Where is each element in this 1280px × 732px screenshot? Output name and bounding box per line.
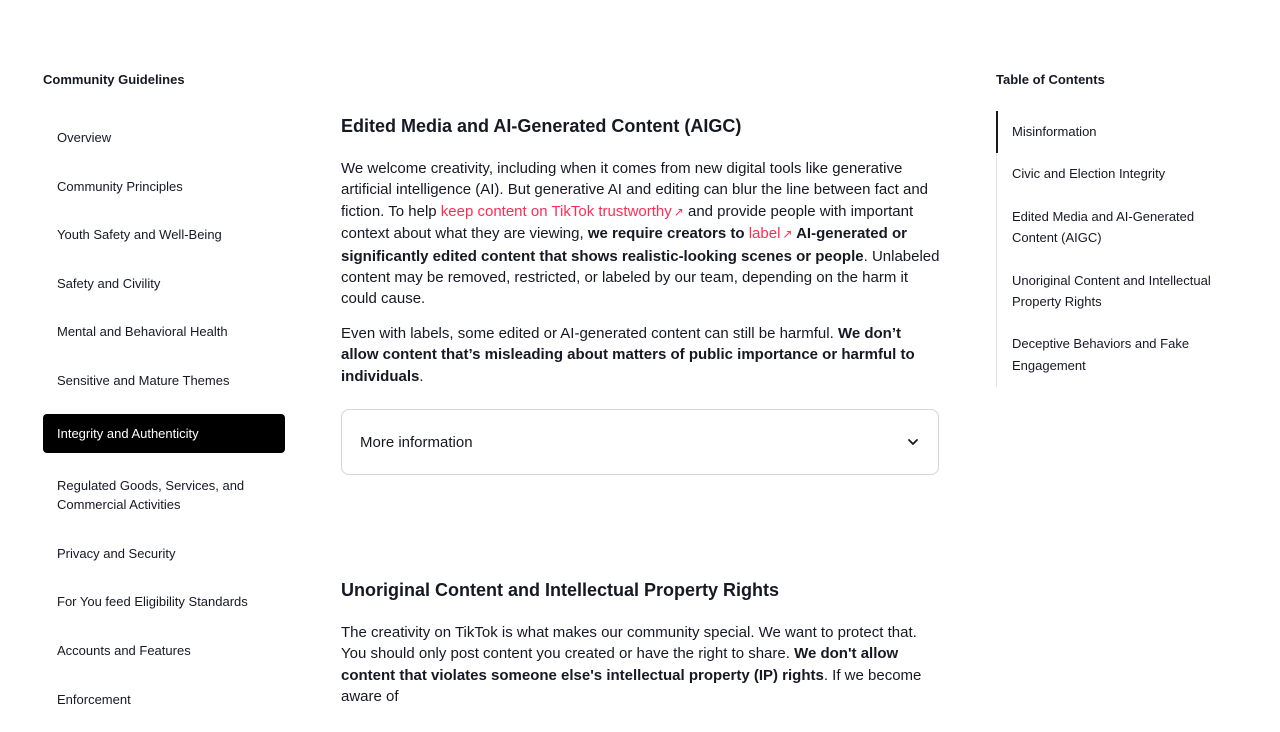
label-link[interactable] xyxy=(749,225,793,242)
sidebar-item-integrity-authenticity[interactable]: Integrity and Authenticity xyxy=(43,414,285,453)
sidebar xyxy=(43,72,285,732)
sidebar-item-fyf-eligibility[interactable]: For You feed Eligibility Standards xyxy=(57,594,248,610)
link-text: keep content on TikTok trustworthy xyxy=(440,202,672,220)
toc-item-edited-media-aigc[interactable]: Edited Media and AI-Generated Content (AIGC) xyxy=(1012,208,1195,246)
unoriginal-paragraph-1 xyxy=(341,622,941,708)
bold-text: AI-generated or significantly edited content that shows realistic-looking scenes or people xyxy=(341,225,907,265)
aigc-paragraph-2 xyxy=(341,323,941,387)
toc-item-misinformation[interactable]: Misinformation xyxy=(997,111,1236,153)
sidebar-item-overview[interactable]: Overview xyxy=(57,130,112,145)
table-of-contents xyxy=(996,72,1236,387)
accordion-label: More information xyxy=(360,433,473,451)
toc-item-unoriginal-content[interactable]: Unoriginal Content and Intellectual Property Rights xyxy=(1012,272,1211,310)
bold-text: We don't allow content that violates someone else's intellectual property (IP) rights xyxy=(341,645,899,684)
sidebar-item-accounts-features[interactable]: Accounts and Features xyxy=(57,642,191,658)
section-heading-unoriginal: Unoriginal Content and Intellectual Property Rights xyxy=(341,580,780,600)
sidebar-item-enforcement[interactable]: Enforcement xyxy=(57,691,131,707)
toc-item-civic-election[interactable]: Civic and Election Integrity xyxy=(1012,166,1166,182)
main-content xyxy=(341,114,941,475)
toc-list xyxy=(996,111,1236,387)
sidebar-item-mental-health[interactable]: Mental and Behavioral Health xyxy=(57,324,228,340)
text: . xyxy=(419,367,424,385)
section-heading-aigc: Edited Media and AI-Generated Content (AIGC) xyxy=(341,116,742,136)
text: We welcome creativity, including when it comes from new digital tools like generative artificial intelligence (AI). But generative AI and editing can blur the line between fact and fiction. To help xyxy=(341,160,929,220)
toc-title: Table of Contents xyxy=(996,72,1105,87)
sidebar-item-youth-safety[interactable]: Youth Safety and Well-Being xyxy=(57,227,222,243)
sidebar-item-sensitive-themes[interactable]: Sensitive and Mature Themes xyxy=(57,372,230,388)
sidebar-item-regulated-goods[interactable]: Regulated Goods, Services, and Commercial Activities xyxy=(57,478,245,513)
chevron-down-icon xyxy=(906,435,920,449)
toc-item-deceptive-behaviors[interactable]: Deceptive Behaviors and Fake Engagement xyxy=(1012,336,1190,373)
arrow-up-right-icon: ↗ xyxy=(673,204,684,219)
sidebar-item-community-principles[interactable]: Community Principles xyxy=(57,178,183,194)
sidebar-item-safety-civility[interactable]: Safety and Civility xyxy=(57,275,161,291)
sidebar-item-privacy-security[interactable]: Privacy and Security xyxy=(57,545,176,561)
section-unoriginal-content xyxy=(341,578,941,708)
trustworthy-link[interactable] xyxy=(441,203,684,220)
aigc-paragraph-1 xyxy=(341,158,941,310)
text: Even with labels, some edited or AI-generated content can still be harmful. xyxy=(341,324,838,342)
link-text: label xyxy=(748,225,781,243)
more-information-accordion[interactable] xyxy=(341,409,939,475)
text: . Unlabeled content may be removed, restricted, or labeled by our team, depending on the harm it could cause. xyxy=(341,247,940,308)
bold-text: We don’t allow content that’s misleading about matters of public importance or harmful to individuals xyxy=(341,324,915,385)
arrow-up-right-icon: ↗ xyxy=(782,227,793,242)
text: and provide people with important context about what they are viewing, xyxy=(341,202,914,243)
sidebar-nav xyxy=(43,122,285,715)
text: . If we become aware of xyxy=(341,666,922,706)
text: The creativity on TikTok is what makes our community special. We want to protect that. You should only post content you created or have the right to share. xyxy=(341,624,917,663)
sidebar-title: Community Guidelines xyxy=(43,72,185,87)
bold-text: we require creators to xyxy=(587,225,749,243)
